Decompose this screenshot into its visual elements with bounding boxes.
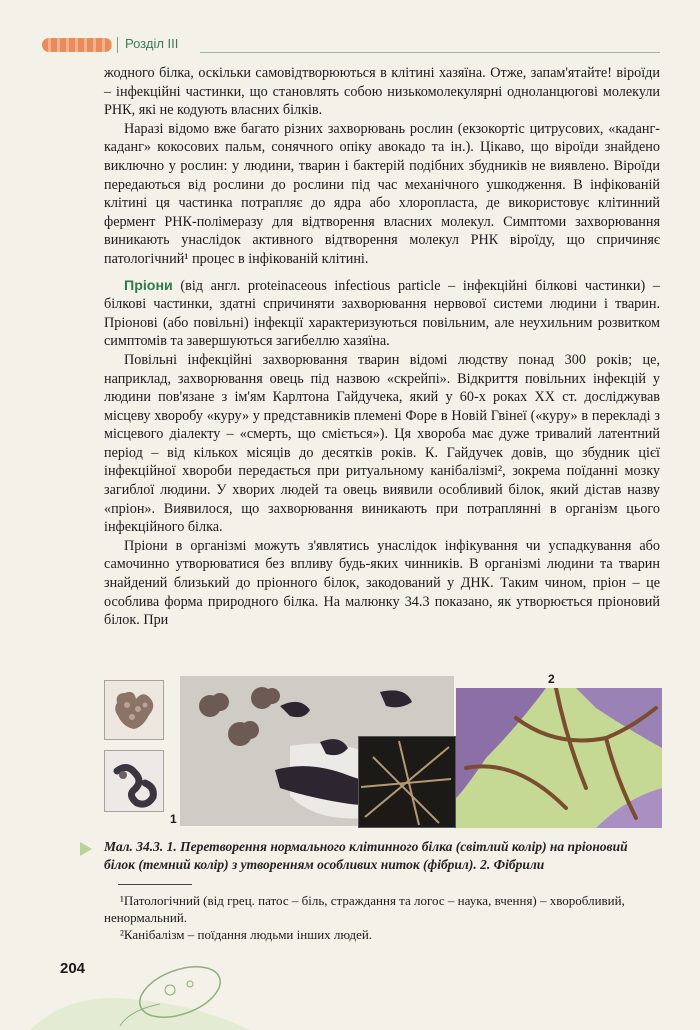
footnote-2: ²Канібалізм – поїдання людьми інших людей. bbox=[120, 927, 373, 942]
paragraph-gap bbox=[104, 269, 660, 277]
paragraph-prions-definition bbox=[104, 277, 660, 351]
inset-prion-protein bbox=[104, 750, 164, 812]
paragraph-viroid-diseases: Наразі відомо вже багато різних захворювань рослин (екзокортіс цитрусових, «каданг-каданг» кокосових пальм, сонячного опіку авокадо та ін.). Цікаво, що віроїди знайдено виключно у рослин: у людини, тварин і бактерій подібних збудників не виявлено. Віроїди передаються від рослини до рослини під час механічного ушкодження. В інфікованій клітині ця частинка потрапляє до ядра або хлоропласта, де використовує клітинний фермент РНК-полімеразу для відтворення власних молекул. Симптоми захворювання виникають унаслідок активного відтворення молекул РНК віроїду, що спричиняє патологічний¹ процес в інфікованій клітині. bbox=[104, 120, 660, 267]
paragraph-prion-origin: Пріони в організмі можуть з'являтись унаслідок інфікування чи успадкування або самочинно утворюватися без впливу будь-яких чинників. В організмі людини та тварин знайдений близький до пріонного білок, закодований у ДНК. Таким чином, пріон – це особлива форма природного білка. На малюнку 34.3 показано, як утворюється пріоновий білок. При bbox=[104, 537, 660, 629]
figure-34-3 bbox=[100, 674, 662, 832]
header-separator bbox=[117, 37, 118, 53]
normal-protein-image bbox=[105, 681, 163, 739]
inset-normal-protein bbox=[104, 680, 164, 740]
fibrils-dark-image bbox=[359, 737, 455, 827]
term-prions: Пріони bbox=[124, 277, 173, 294]
footnote-1: ¹Патологічний (від грец. патос – біль, страждання та логос – наука, вчення) – хворобливий, ненормальний. bbox=[104, 893, 625, 925]
figure-label-1: 1 bbox=[170, 812, 177, 826]
section-title: Розділ III bbox=[125, 36, 179, 51]
page-header bbox=[0, 34, 700, 58]
prion-protein-image bbox=[105, 751, 163, 811]
header-ornament bbox=[42, 38, 112, 52]
caption-arrow-icon bbox=[80, 842, 92, 856]
fibrils-colored-image bbox=[456, 688, 662, 828]
paragraph-slow-infections: Повільні інфекційні захворювання тварин відомі людству понад 300 років; це, наприклад, захворювання овець під назвою «скрейпі». Відкриття повільних інфекцій у людини пов'язане з ім'ям Карлтона Гайдучека, який у 60-х роках XX ст. досліджував місцеву хворобу «куру» у представників племені Форе в Новій Гвінеї («куру» в перекладі з місцевого діалекту – «смерть, що сміється»). Ця хвороба має дуже тривалий латентний період – від кількох місяців до десятків років. К. Гайдучек довів, що збудник цієї інфекційної хвороби передається при ритуальному канібалізмі², зокрема поїданні мозку загиблої людини. У хворих людей та овець виявили особливий білок, який дістав назву «пріон». Виявилося, що захворювання виникають при потраплянні в організм цього інфекційного білка. bbox=[104, 351, 660, 536]
paragraph-viroids-definition: жодного білка, оскільки самовідтворюються в клітині хазяїна. Отже, запам'ятайте! віроїди – інфекційні частинки, що становлять собою низькомолекулярні одноланцюгові молекули РНК, які не кодують власних білків. bbox=[104, 65, 660, 119]
body-text bbox=[104, 64, 660, 630]
panel-fibrils-dark bbox=[358, 736, 456, 828]
prions-definition-text: (від англ. proteinaceous infectious particle – інфекційні білкові частинки) – білкові частинки, здатні спричиняти захворювання нервової системи людини і тварин. Пріонові (або повільні) інфекції характеризуються повільним, але неухильним розвитком симптомів та завершуються загибеллю хазяїна. bbox=[104, 277, 660, 350]
panel-fibrils-colored bbox=[456, 688, 662, 828]
footnote-rule bbox=[118, 884, 192, 885]
figure-label-2: 2 bbox=[548, 672, 555, 686]
figure-caption: Мал. 34.3. 1. Перетворення нормального клітинного білка (світлий колір) на пріоновий білок (темний колір) з утворенням особливих ниток (фібрил). 2. Фібрили bbox=[104, 839, 628, 872]
decorative-cell-drawing bbox=[30, 930, 250, 1030]
header-rule bbox=[200, 52, 660, 53]
page-number: 204 bbox=[60, 960, 86, 977]
